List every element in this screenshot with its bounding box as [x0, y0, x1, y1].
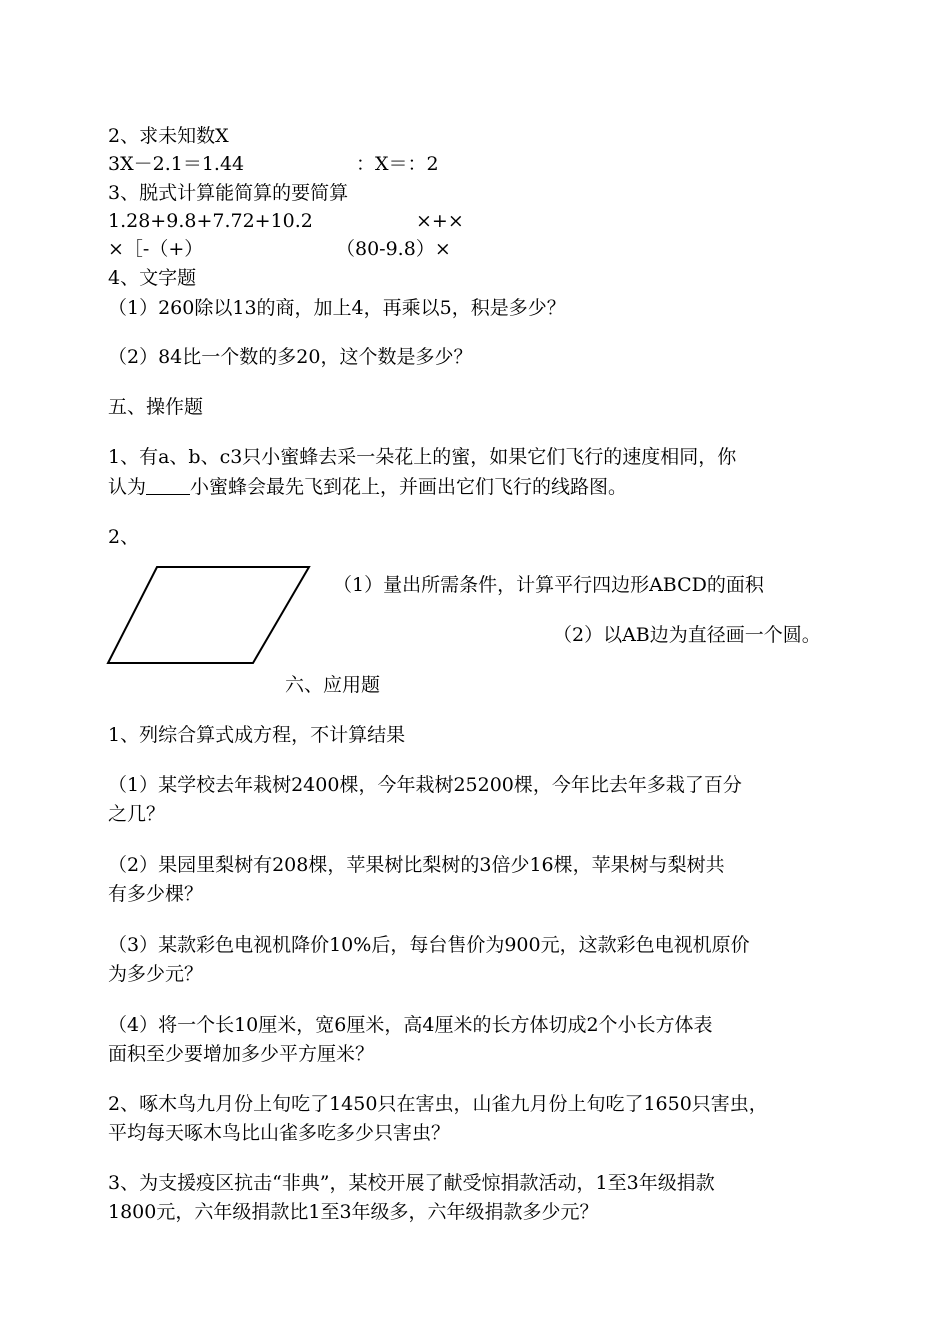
answer-blank[interactable] [146, 476, 190, 495]
heading-applications: 六、应用题 [285, 674, 381, 696]
app-q1-3-line-2: 为多少元？ [108, 963, 204, 985]
app-q1-4-line-2: 面积至少要增加多少平方厘米？ [108, 1043, 375, 1065]
parallelogram-abcd [108, 567, 309, 663]
bee-question-line-1: 1、有a、b、c3只小蜜蜂去采一朵花上的蜜，如果它们飞行的速度相同，你 [108, 446, 737, 468]
calc-1: 1.28+9.8+7.72+10.2 [108, 210, 313, 232]
equation-1: 3X－2.1＝1.44 [108, 153, 245, 175]
bee-question-pre: 认为 [108, 476, 147, 498]
calc-3: ×［-（+） [108, 238, 204, 260]
app-q1-2-line-1: （2）果园里梨树有208棵，苹果树比梨树的3倍少16棵，苹果树与梨树共 [108, 854, 725, 876]
app-q3-line-1: 3、为支援疫区抗击“非典”，某校开展了献受惊捐款活动，1至3年级捐款 [108, 1172, 715, 1194]
app-q2-line-2: 平均每天啄木鸟比山雀多吃多少只害虫？ [108, 1122, 451, 1144]
parallelogram-task-1: （1）量出所需条件，计算平行四边形ABCD的面积 [333, 574, 764, 596]
app-q1-4-line-1: （4）将一个长10厘米，宽6厘米，高4厘米的长方体切成2个小长方体表 [108, 1014, 713, 1036]
app-q1-3-line-1: （3）某款彩色电视机降价10%后，每台售价为900元，这款彩色电视机原价 [108, 934, 750, 956]
app-q2-line-1: 2、啄木鸟九月份上旬吃了1450只在害虫，山雀九月份上旬吃了1650只害虫， [108, 1093, 768, 1115]
heading-solve-x: 2、求未知数X [108, 125, 229, 147]
app-q1-heading: 1、列综合算式成方程，不计算结果 [108, 724, 406, 746]
calc-4: （80-9.8）× [336, 238, 451, 260]
bee-question-line-2 [108, 474, 627, 500]
app-q1-1-line-1: （1）某学校去年栽树2400棵，今年栽树25200棵，今年比去年多栽了百分 [108, 774, 742, 796]
parallelogram-task-2: （2）以AB边为直径画一个圆。 [553, 624, 821, 646]
word-problem-2: （2）84比一个数的多20，这个数是多少？ [108, 346, 473, 368]
heading-calc: 3、脱式计算能简算的要简算 [108, 182, 349, 204]
heading-operations: 五、操作题 [108, 396, 204, 418]
app-q1-1-line-2: 之几？ [108, 803, 166, 825]
question-2-label: 2、 [108, 526, 140, 548]
app-q1-2-line-2: 有多少棵？ [108, 883, 204, 905]
parallelogram-figure [100, 558, 314, 670]
bee-question-post: 小蜜蜂会最先飞到花上，并画出它们飞行的线路图。 [190, 476, 628, 498]
calc-2: ×+× [416, 210, 464, 232]
equation-2: ：X＝：2 [356, 153, 439, 175]
word-problem-1: （1）260除以13的商，加上4，再乘以5，积是多少？ [108, 297, 566, 319]
heading-word-problems: 4、文字题 [108, 267, 197, 289]
app-q3-line-2: 1800元，六年级捐款比1至3年级多，六年级捐款多少元？ [108, 1201, 599, 1223]
